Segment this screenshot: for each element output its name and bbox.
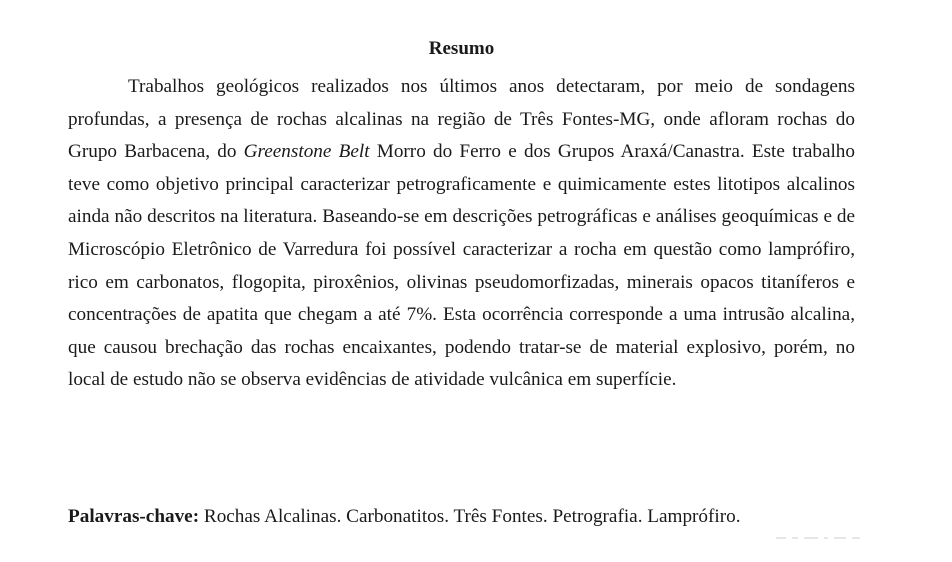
- abstract-text-part-2: Morro do Ferro e dos Grupos Araxá/Canastra. Este trabalho teve como objetivo principal caracterizar petrograficamente e quimicamente estes litotipos alcalinos ainda não descritos na literatura. Baseando-se em descrições petrográficas e análises geoquímicas e de Microscópio Eletrônico de Varredura foi possível caracterizar a rocha em questão como lamprófiro, rico em carbonatos, flogopita, piroxênios, olivinas pseudomorfizadas, minerais opacos titaníferos e concentrações de apatita que chegam a até 7%. Esta ocorrência corresponde a uma intrusão alcalina, que causou brechação das rochas encaixantes, podendo tratar-se de material explosivo, porém, no local de estudo não se observa evidências de atividade vulcânica em superfície.: [68, 141, 855, 391]
- abstract-paragraph: [68, 71, 855, 397]
- scan-artifact-mark: [792, 537, 798, 539]
- section-title: Resumo: [428, 38, 495, 59]
- keywords-text: Rochas Alcalinas. Carbonatitos. Três Fontes. Petrografia. Lamprófiro.: [199, 506, 741, 527]
- abstract-italic-term: Greenstone Belt: [243, 141, 370, 163]
- keywords-line: [68, 504, 855, 530]
- scan-artifact-mark: [804, 537, 818, 539]
- scan-artifact-mark: [776, 537, 786, 539]
- scan-artifact-mark: [852, 537, 860, 539]
- abstract-text-part-1: Trabalhos geológicos realizados nos últimos anos detectaram, por meio de sondagens profundas, a presença de rochas alcalinas na região de Três Fontes-MG, onde afloram rochas do Grupo Barbacena, do: [68, 76, 855, 163]
- scan-artifact-mark: [834, 537, 846, 539]
- scan-artifact-mark: [824, 537, 828, 539]
- scan-artifact: [776, 534, 896, 542]
- keywords-label: Palavras-chave:: [68, 506, 200, 527]
